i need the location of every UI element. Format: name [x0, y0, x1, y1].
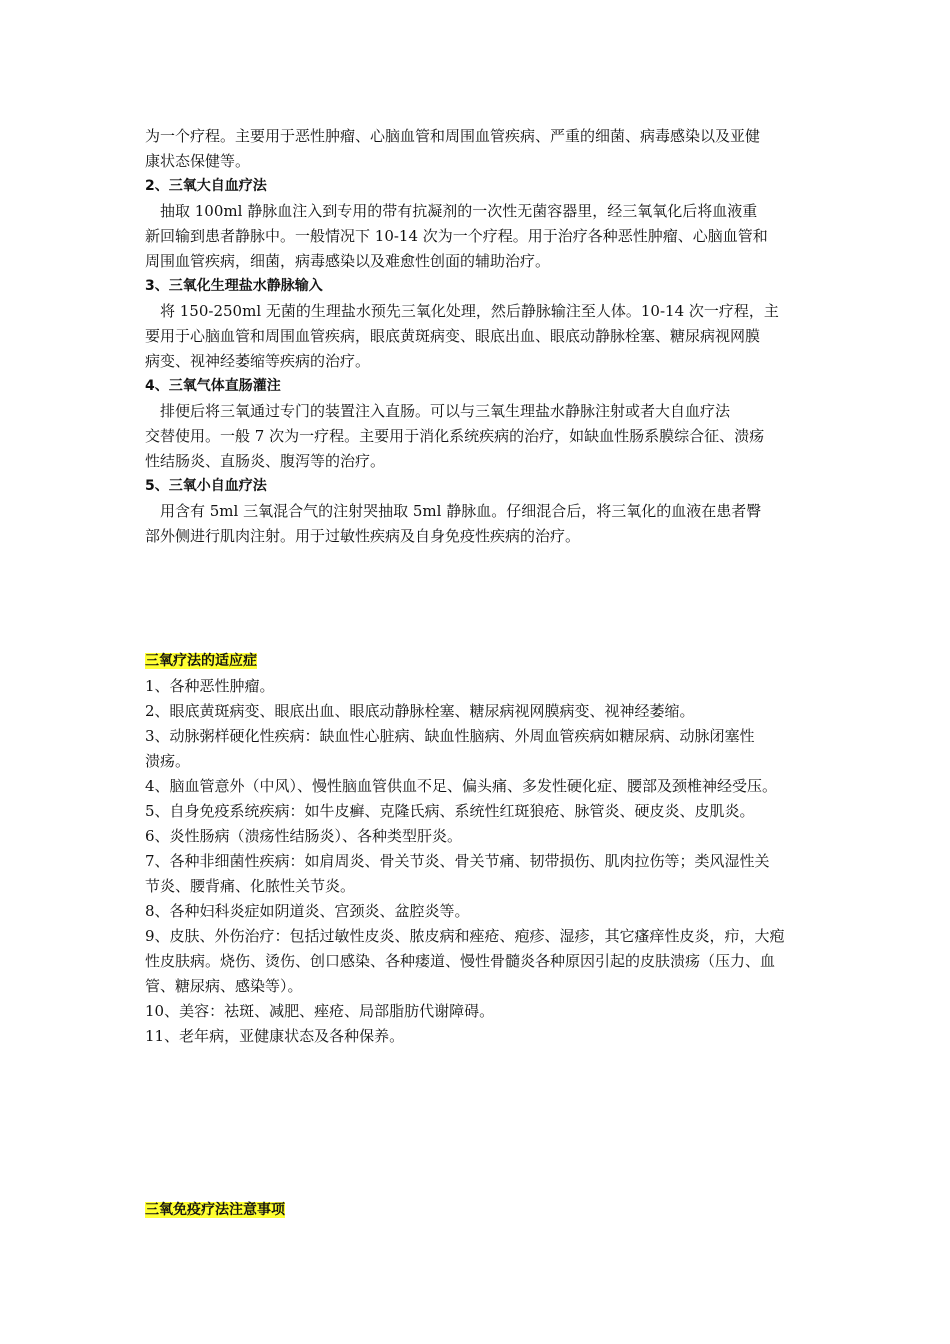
section-heading: 4、三氧气体直肠灌注: [145, 378, 281, 394]
list-item: 2、眼底黄斑病变、眼底出血、眼底动静脉栓塞、糖尿病视网膜病变、视神经萎缩。: [145, 702, 695, 720]
list-item: 1、各种恶性肿瘤。: [145, 677, 275, 695]
list-item: 8、各种妇科炎症如阴道炎、宫颈炎、盆腔炎等。: [145, 902, 470, 920]
list-item: 6、炎性肠病（溃疡性结肠炎）、各种类型肝炎。: [145, 827, 463, 845]
list-item: 溃疡。: [145, 752, 191, 770]
precautions-heading: [145, 1198, 810, 1222]
list-item: 11、老年病，亚健康状态及各种保养。: [145, 1027, 405, 1045]
list-item: 节炎、腰背痛、化脓性关节炎。: [145, 877, 356, 895]
paragraph-line: 交替使用。一般 7 次为一疗程。主要用于消化系统疾病的治疗，如缺血性肠系膜综合征、溃疡: [145, 427, 765, 445]
paragraph-line: 用含有 5ml 三氧混合气的注射哭抽取 5ml 静脉血。仔细混合后，将三氧化的血液在患者臀: [160, 502, 762, 520]
paragraph-line: 周围血管疾病，细菌，病毒感染以及难愈性创面的辅助治疗。: [145, 252, 551, 270]
list-item: 7、各种非细菌性疾病：如肩周炎、骨关节炎、骨关节痛、韧带损伤、肌肉拉伤等；类风湿性关: [145, 852, 770, 870]
list-item: 5、自身免疫系统疾病：如牛皮癣、克隆氏病、系统性红斑狼疮、脉管炎、硬皮炎、皮肌炎。: [145, 802, 755, 820]
list-item: 3、动脉粥样硬化性疾病：缺血性心脏病、缺血性脑病、外周血管疾病如糖尿病、动脉闭塞性: [145, 727, 755, 745]
list-item: 4、脑血管意外（中风）、慢性脑血管供血不足、偏头痛、多发性硬化症、腰部及颈椎神经受压。: [145, 777, 778, 795]
paragraph-line: 为一个疗程。主要用于恶性肿瘤、心脑血管和周围血管疾病、严重的细菌、病毒感染以及亚健: [145, 127, 761, 145]
list-item: 管、糖尿病、感染等）。: [145, 977, 303, 995]
section-heading: 5、三氧小自血疗法: [145, 478, 267, 494]
section-heading: 2、三氧大自血疗法: [145, 178, 267, 194]
highlighted-title: 三氧免疫疗法注意事项: [145, 1202, 285, 1218]
paragraph-line: 性结肠炎、直肠炎、腹泻等的治疗。: [145, 452, 386, 470]
list-item: 9、皮肤、外伤治疗：包括过敏性皮炎、脓皮病和痤疮、疱疹、湿疹，其它瘙痒性皮炎，疖，大疱: [145, 927, 785, 945]
section-heading: 3、三氧化生理盐水静脉输入: [145, 278, 323, 294]
paragraph-line: 要用于心脑血管和周围血管疾病，眼底黄斑病变、眼底出血、眼底动静脉栓塞、糖尿病视网膜: [145, 327, 761, 345]
paragraph-line: 部外侧进行肌肉注射。用于过敏性疾病及自身免疫性疾病的治疗。: [145, 527, 581, 545]
paragraph-line: 排便后将三氧通过专门的装置注入直肠。可以与三氧生理盐水静脉注射或者大自血疗法: [160, 402, 731, 420]
paragraph-line: 病变、视神经萎缩等疾病的治疗。: [145, 352, 371, 370]
list-item: 性皮肤病。烧伤、烫伤、创口感染、各种瘘道、慢性骨髓炎各种原因引起的皮肤溃疡（压力、血: [145, 952, 776, 970]
indications-heading: [145, 649, 810, 673]
paragraph-line: 抽取 100ml 静脉血注入到专用的带有抗凝剂的一次性无菌容器里，经三氧氧化后将血液重: [160, 202, 758, 220]
paragraph-line: 新回输到患者静脉中。一般情况下 10-14 次为一个疗程。用于治疗各种恶性肿瘤、心脑血管和: [145, 227, 768, 245]
paragraph-line: 康状态保健等。: [145, 152, 251, 170]
paragraph-line: 将 150-250ml 无菌的生理盐水预先三氧化处理，然后静脉输注至人体。10-14 次一疗程，主: [160, 302, 779, 320]
list-item: 10、美容：祛斑、减肥、痤疮、局部脂肪代谢障碍。: [145, 1002, 495, 1020]
highlighted-title: 三氧疗法的适应症: [145, 653, 257, 669]
